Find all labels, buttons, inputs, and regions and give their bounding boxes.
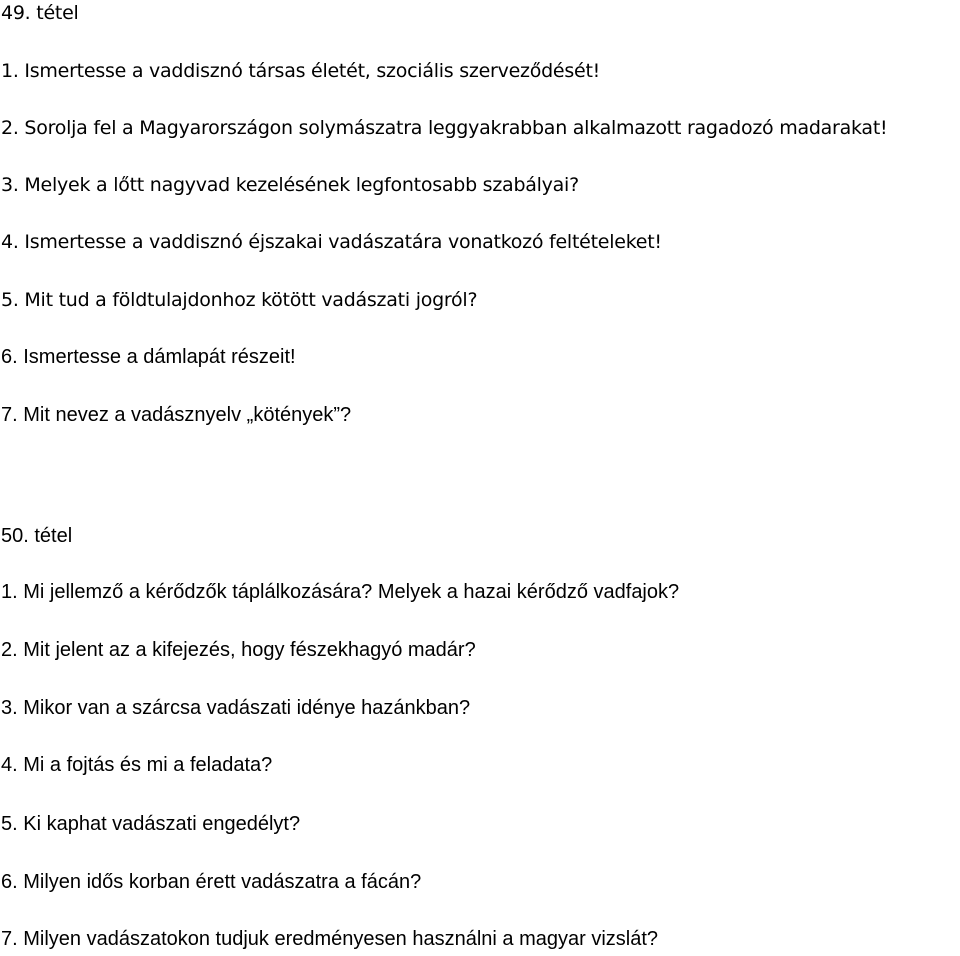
question-item: 1. Mi jellemző a kérődzők táplálkozására? Melyek a hazai kérődző vadfajok?: [1, 581, 680, 603]
section-heading: 50. tétel: [1, 525, 73, 547]
question-item: 4. Ismertesse a vaddisznó éjszakai vadászatára vonatkozó feltételeket!: [1, 231, 662, 253]
question-item: 6. Ismertesse a dámlapát részeit!: [1, 346, 296, 368]
question-item: 5. Ki kaphat vadászati engedélyt?: [1, 813, 301, 835]
question-item: 2. Mit jelent az a kifejezés, hogy fészekhagyó madár?: [1, 639, 476, 661]
question-item: 4. Mi a fojtás és mi a feladata?: [1, 754, 273, 776]
question-item: 3. Melyek a lőtt nagyvad kezelésének legfontosabb szabályai?: [1, 174, 579, 196]
question-item: 3. Mikor van a szárcsa vadászati idénye hazánkban?: [1, 697, 471, 719]
question-item: 5. Mit tud a földtulajdonhoz kötött vadászati jogról?: [1, 289, 478, 311]
question-item: 2. Sorolja fel a Magyarországon solymászatra leggyakrabban alkalmazott ragadozó madarakat!: [1, 117, 888, 139]
question-item: 1. Ismertesse a vaddisznó társas életét, szociális szerveződését!: [1, 60, 601, 82]
question-item: 6. Milyen idős korban érett vadászatra a fácán?: [1, 871, 422, 893]
question-item: 7. Milyen vadászatokon tudjuk eredményesen használni a magyar vizslát?: [1, 928, 659, 950]
section-heading: 49. tétel: [1, 2, 79, 24]
question-item: 7. Mit nevez a vadásznyelv „kötények”?: [1, 404, 352, 426]
